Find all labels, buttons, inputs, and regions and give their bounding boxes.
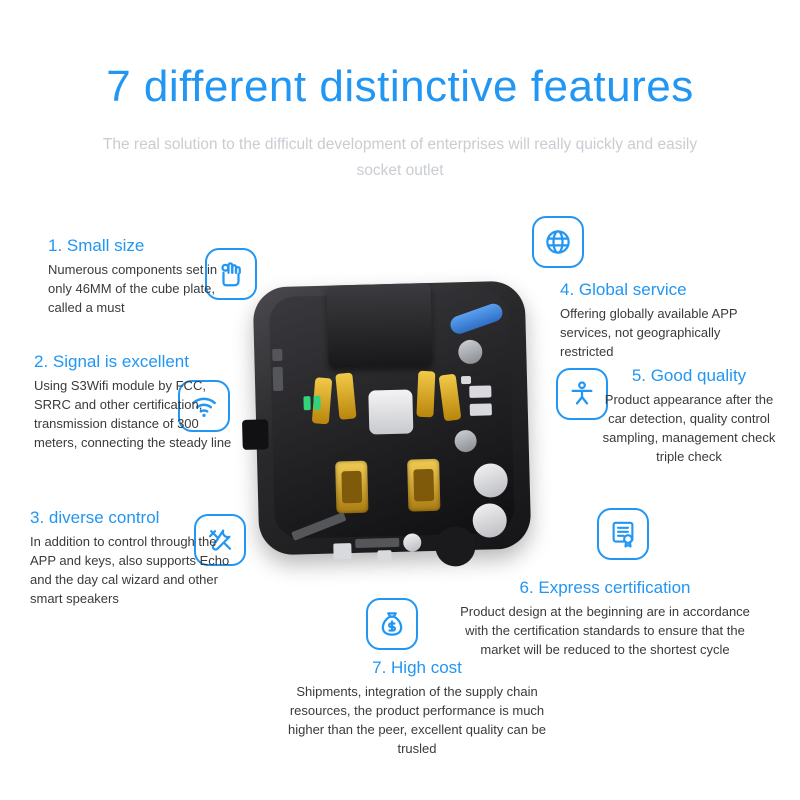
chip-light-5 xyxy=(461,376,471,384)
chip-light-2 xyxy=(470,403,492,416)
feature-2-body: Using S3Wifi module by FCC, SRRC and other certification, transmission distance of 300 meters, connecting the steady line xyxy=(34,378,232,450)
chip-grey-bar-3 xyxy=(273,367,284,391)
feature-1 xyxy=(48,236,226,317)
usb-port-right xyxy=(407,459,440,512)
feature-3-body: In addition to control through the APP and keys, also supports Echo and the day cal wizard and other smart speakers xyxy=(30,534,230,606)
feature-1-heading: 1. Small size xyxy=(48,236,145,255)
gold-contact-right-inner xyxy=(416,371,435,418)
device-illustration xyxy=(248,262,548,562)
feature-4-heading: 4. Global service xyxy=(560,280,687,299)
chip-light-4 xyxy=(377,550,391,562)
feature-6-heading: 6. Express certification xyxy=(519,578,691,597)
feature-4-body: Offering globally available APP services, not geographically restricted xyxy=(560,306,738,359)
feature-1-body: Numerous components set in only 46MM of the cube plate, called a must xyxy=(48,262,218,315)
transformer-block xyxy=(327,283,433,368)
led-indicator-b xyxy=(313,396,320,410)
money-bag-icon xyxy=(366,598,418,650)
feature-5 xyxy=(600,366,778,466)
feature-6-body: Product design at the beginning are in accordance with the certification standards to ensure that the market will be reduced to the shortest cycle xyxy=(460,604,750,657)
feature-3 xyxy=(30,508,244,608)
relay-chip xyxy=(368,389,413,434)
dot-cap-small xyxy=(403,533,421,551)
feature-2 xyxy=(34,352,244,452)
usb-port-left xyxy=(335,461,368,514)
chip-light-3 xyxy=(333,543,351,559)
feature-3-heading: 3. diverse control xyxy=(30,508,160,527)
chip-light-1 xyxy=(469,385,491,398)
device-side-tab xyxy=(242,419,269,450)
feature-7-body: Shipments, integration of the supply chain resources, the product performance is much higher than the peer, excellent quality can be trusled xyxy=(287,684,546,756)
feature-2-heading: 2. Signal is excellent xyxy=(34,352,189,371)
feature-6 xyxy=(455,578,755,659)
chip-grey-bar-2 xyxy=(355,538,399,548)
feature-4 xyxy=(560,280,765,361)
feature-5-body: Product appearance after the car detection, quality control sampling, management check triple check xyxy=(602,392,776,464)
page-title: 7 different distinctive features xyxy=(106,62,694,111)
page-subtitle: The real solution to the difficult development of enterprises will really quickly and easily socket outlet xyxy=(102,136,698,179)
chip-black-large xyxy=(435,526,476,567)
device-body xyxy=(253,280,532,555)
button-cap-lower xyxy=(472,503,507,538)
globe-icon xyxy=(532,216,584,268)
certificate-icon xyxy=(597,508,649,560)
feature-7-heading: 7. High cost xyxy=(372,658,462,677)
feature-5-heading: 5. Good quality xyxy=(631,366,747,385)
chip-grey-bar-4 xyxy=(272,349,282,361)
feature-7 xyxy=(272,658,562,758)
led-indicator-a xyxy=(303,396,310,410)
